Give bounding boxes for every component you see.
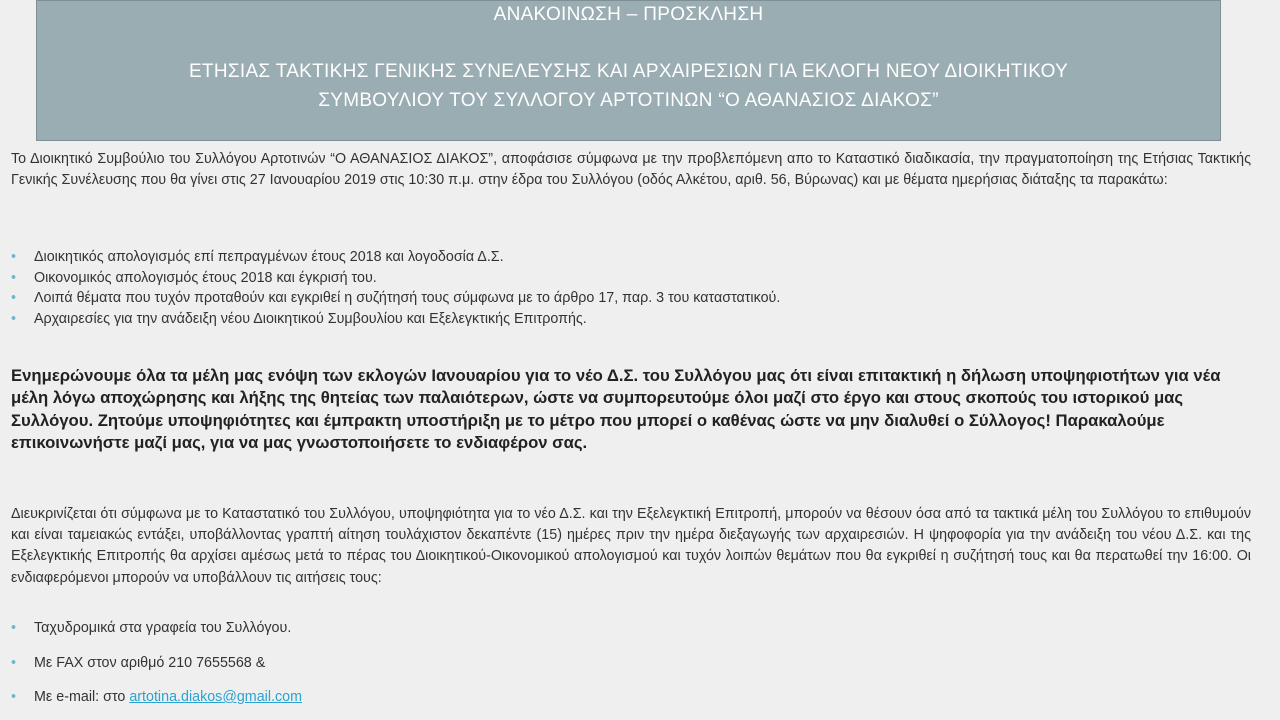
agenda-item <box>11 309 780 330</box>
agenda-item-text: Διοικητικός απολογισμός επί πεπραγμένων έτους 2018 και λογοδοσία Δ.Σ. <box>34 249 504 265</box>
title-line-1: ΑΝΑΚΟΙΝΩΣΗ – ΠΡΟΣΚΛΗΣΗ <box>493 4 764 25</box>
contact-item-email <box>11 689 302 705</box>
clarification-paragraph: Διευκρινίζεται ότι σύμφωνα με το Καταστατικό του Συλλόγου, υποψηφιότητα για το νέο Δ.Σ. και την Εξελεγκτική Επιτροπή, μπορούν να θέσουν όσα από τα τακτικά μέλη του Συλλόγου το επιθυμούν και είναι ταμειακώς εντάξει, υποβάλλοντας γραπτή αίτηση τουλάχιστον δεκαπέντε (15) ημέρες πριν την ημέρα διεξαγωγής των αρχαιρεσιών. Η ψηφοφορία για την ανάδειξη του νέου Δ.Σ. και της Εξελεγκτικής Επιτροπής θα αρχίσει αμέσως μετά το πέρας του Διοικητικού-Οικονομικού απολογισμού και τυχόν λοιπών θεμάτων που θα εγκριθεί η συζήτησή τους και θα περατωθεί την 16:00. Οι ενδιαφερόμενοι μπορούν να υποβάλλουν τις αιτήσεις τους: <box>11 506 1251 586</box>
agenda-item <box>11 288 780 309</box>
agenda-item <box>11 268 780 289</box>
bullet-icon: • <box>11 689 17 705</box>
contact-email-prefix: Με e-mail: στο <box>34 689 130 705</box>
agenda-item-text: Αρχαιρεσίες για την ανάδειξη νέου Διοικητικού Συμβουλίου και Εξελεγκτικής Επιτροπής. <box>34 310 587 327</box>
email-link[interactable]: artotina.diakos@gmail.com <box>129 689 302 705</box>
contact-item-post <box>11 620 291 636</box>
title-line-3: ΣΥΜΒΟΥΛΙΟΥ ΤΟΥ ΣΥΛΛΟΓΟΥ ΑΡΤΟΤΙΝΩΝ “Ο ΑΘΑΝΑΣΙΟΣ ΔΙΑΚΟΣ” <box>318 90 939 111</box>
bullet-icon: • <box>11 290 17 306</box>
agenda-item-text: Λοιπά θέματα που τυχόν προταθούν και εγκριθεί η συζήτησή τους σύμφωνα με το άρθρο 17, παρ. 3 του καταστατικού. <box>34 290 781 306</box>
bullet-icon: • <box>11 249 17 265</box>
agenda-item-text: Οικονομικός απολογισμός έτους 2018 και έγκρισή του. <box>34 269 377 286</box>
title-line-2: ΕΤΗΣΙΑΣ ΤΑΚΤΙΚΗΣ ΓΕΝΙΚΗΣ ΣΥΝΕΛΕΥΣΗΣ ΚΑΙ ΑΡΧΑΙΡΕΣΙΩΝ ΓΙΑ ΕΚΛΟΓΗ ΝΕΟΥ ΔΙΟΙΚΗΤΙΚΟΥ <box>188 61 1069 82</box>
contact-post-text: Ταχυδρομικά στα γραφεία του Συλλόγου. <box>34 620 292 636</box>
contact-fax-text: Με FAX στον αριθμό 210 7655568 & <box>34 655 266 671</box>
bullet-icon: • <box>11 655 17 671</box>
title-banner <box>36 0 1221 141</box>
agenda-item <box>11 247 780 268</box>
bullet-icon: • <box>11 310 17 327</box>
agenda-list <box>11 247 780 329</box>
notice-paragraph: Ενημερώνουμε όλα τα μέλη μας ενόψη των εκλογών Ιανουαρίου για το νέο Δ.Σ. του Συλλόγου μας ότι είναι επιτακτική η δήλωση υποψηφιοτήτων για νέα μέλη λόγω αποχώρησης και λήξης της θητείας των παλαιότερων, ώστε να συμπορευτούμε όλοι μαζί στο έργο και στους σκοπούς του ιστορικού μας Συλλόγου. Ζητούμε υποψηφιότητες και έμπρακτη υποστήριξη με το μέτρο που μπορεί ο καθένας ώστε να μην διαλυθεί ο Σύλλογος! Παρακαλούμε επικοινωνήστε μαζί μας, για να μας γνωστοποιήσετε το ενδιαφέρον σας. <box>11 366 1221 453</box>
intro-paragraph: Το Διοικητικό Συμβούλιο του Συλλόγου Αρτοτινών “Ο ΑΘΑΝΑΣΙΟΣ ΔΙΑΚΟΣ”, αποφάσισε σύμφωνα με την προβλεπόμενη απο το Καταστικό διαδικασία, την πραγματοποίηση της Ετήσιας Τακτικής Γενικής Συνέλευσης που θα γίνει στις 27 Ιανουαρίου 2019 στις 10:30 π.μ. στην έδρα του Συλλόγου (οδός Αλκέτου, αριθ. 56, Βύρωνας) και με θέματα ημερήσιας διάταξης τα παρακάτω: <box>11 151 1251 188</box>
bullet-icon: • <box>11 269 17 286</box>
contact-item-fax <box>11 655 265 671</box>
bullet-icon: • <box>11 620 17 636</box>
